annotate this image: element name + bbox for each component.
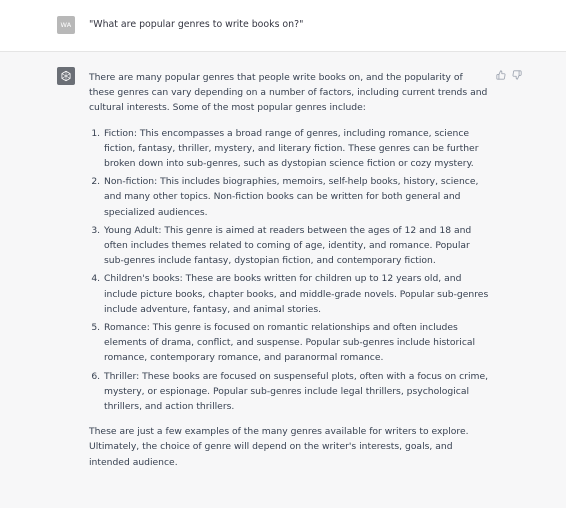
user-message-text: "What are popular genres to write books on?" xyxy=(89,19,304,30)
assistant-response xyxy=(89,70,489,470)
list-item: 5. Romance: This genre is focused on romantic relationships and often includes elements of drama, conflict, and suspense. Popular sub-genres include historical romance, contemporary romance, and paranormal romance. xyxy=(103,320,489,366)
list-item: 1. Fiction: This encompasses a broad range of genres, including romance, science fiction, fantasy, thriller, mystery, and literary fiction. These genres can be further broken down into sub-genres, such as dystopian science fiction or cozy mystery. xyxy=(103,126,489,172)
user-avatar: WA xyxy=(57,16,75,34)
list-item: 4. Children's books: These are books written for children up to 12 years old, and include picture books, chapter books, and middle-grade novels. Popular sub-genres include adventure, fantasy, and animal stories. xyxy=(103,271,489,317)
user-message-row xyxy=(0,0,566,52)
genre-list xyxy=(89,126,489,415)
list-item: 6. Thriller: These books are focused on suspenseful plots, often with a focus on crime, mystery, or espionage. Popular sub-genres include legal thrillers, psychological thrillers, and action thrillers. xyxy=(103,369,489,415)
feedback-controls xyxy=(496,70,522,80)
response-intro: There are many popular genres that people write books on, and the popularity of these genres can vary depending on a number of factors, including current trends and cultural interests. Some of the most popular genres include: xyxy=(89,72,488,114)
list-item: 2. Non-fiction: This includes biographies, memoirs, self-help books, history, science, and many other topics. Non-fiction books can be written for both general and specialized audiences. xyxy=(103,174,489,220)
assistant-message-row xyxy=(0,52,566,508)
list-item: 3. Young Adult: This genre is aimed at readers between the ages of 12 and 18 and often includes themes related to coming of age, identity, and romance. Popular sub-genres include fantasy, dystopian fiction, and contemporary fiction. xyxy=(103,223,489,269)
thumbs-up-icon[interactable] xyxy=(496,70,506,80)
response-closing: These are just a few examples of the many genres available for writers to explore. Ultimately, the choice of genre will depend on the writer's interests, goals, and intended audience. xyxy=(89,426,469,468)
openai-logo-icon xyxy=(57,67,75,85)
thumbs-down-icon[interactable] xyxy=(512,70,522,80)
